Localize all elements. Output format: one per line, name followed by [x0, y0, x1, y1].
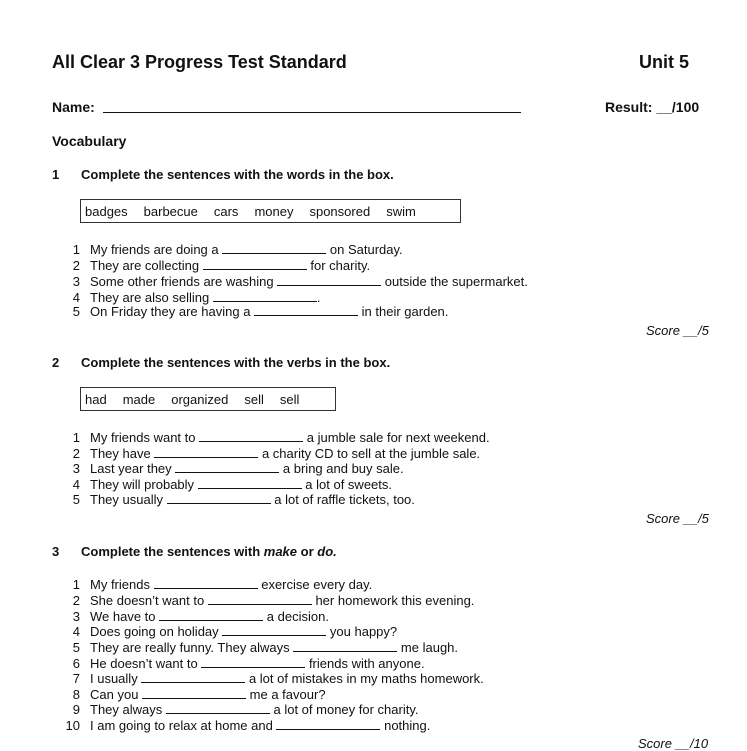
list-item: 3 Some other friends are washing outside the supermarket. [72, 274, 528, 289]
box-word: barbecue [143, 203, 198, 219]
answer-blank[interactable] [222, 623, 326, 636]
list-item: 4 They will probably a lot of sweets. [72, 477, 393, 492]
answer-blank[interactable] [277, 273, 381, 286]
score-3: Score __/10 [638, 736, 709, 751]
list-item: 1 My friends exercise every day. [72, 577, 373, 592]
answer-blank[interactable] [208, 592, 312, 605]
exercise-2-instruction: Complete the sentences with the verbs in the box. [81, 355, 391, 370]
list-item: 1 My friends want to a jumble sale for next weekend. [72, 430, 490, 445]
list-item: 10 I am going to relax at home and nothing. [65, 718, 431, 733]
answer-blank[interactable] [293, 639, 397, 652]
answer-blank[interactable] [199, 429, 303, 442]
score-2: Score __/5 [646, 511, 709, 526]
answer-blank[interactable] [222, 241, 326, 254]
section-title: Vocabulary [52, 133, 127, 149]
box-word: had [85, 391, 107, 407]
list-item: 8 Can you me a favour? [72, 687, 326, 702]
answer-blank[interactable] [167, 491, 271, 504]
exercise-1-number: 1 [52, 167, 60, 182]
list-item: 3 Last year they a bring and buy sale. [72, 461, 404, 476]
answer-blank[interactable] [154, 445, 258, 458]
list-item: 2 They have a charity CD to sell at the jumble sale. [72, 446, 481, 461]
word-box-1 [80, 199, 461, 223]
box-word: sell [279, 391, 300, 407]
answer-blank[interactable] [159, 608, 263, 621]
list-item: 3 We have to a decision. [72, 609, 329, 624]
answer-blank[interactable] [166, 701, 270, 714]
test-title: All Clear 3 Progress Test Standard [52, 52, 347, 72]
box-word: money [254, 203, 294, 219]
answer-blank[interactable] [201, 655, 305, 668]
answer-blank[interactable] [203, 257, 307, 270]
exercise-2-number: 2 [52, 355, 60, 370]
exercise-3-number: 3 [52, 544, 60, 559]
box-word: sponsored [309, 203, 371, 219]
score-1: Score __/5 [646, 323, 709, 338]
answer-blank[interactable] [254, 303, 358, 316]
list-item: 7 I usually a lot of mistakes in my maths homework. [72, 671, 484, 686]
list-item: 5 They are really funny. They always me laugh. [72, 640, 459, 655]
word-box-2 [80, 387, 336, 411]
list-item: 4 Does going on holiday you happy? [72, 624, 398, 639]
unit-label: Unit 5 [639, 52, 690, 72]
box-word: swim [386, 203, 416, 219]
list-item: 5 On Friday they are having a in their garden. [72, 304, 449, 319]
answer-blank[interactable] [154, 576, 258, 589]
box-word: organized [171, 391, 229, 407]
answer-blank[interactable] [198, 476, 302, 489]
box-word: cars [213, 203, 239, 219]
answer-blank[interactable] [142, 686, 246, 699]
list-item: 6 He doesn’t want to friends with anyone. [72, 656, 425, 671]
box-word: badges [85, 203, 128, 219]
list-item: 5 They usually a lot of raffle tickets, too. [72, 492, 415, 507]
name-line[interactable] [103, 100, 521, 113]
name-label: Name: [52, 99, 95, 115]
exercise-1-instruction: Complete the sentences with the words in the box. [81, 167, 394, 182]
result-label: Result: __/100 [605, 99, 700, 115]
answer-blank[interactable] [213, 289, 317, 302]
answer-blank[interactable] [141, 670, 245, 683]
list-item: 9 They always a lot of money for charity. [72, 702, 419, 717]
list-item: 2 They are collecting for charity. [72, 258, 371, 273]
box-word: made [122, 391, 156, 407]
box-word: sell [244, 391, 264, 407]
list-item: 2 She doesn’t want to her homework this evening. [72, 593, 475, 608]
answer-blank[interactable] [175, 460, 279, 473]
list-item: 4 They are also selling . [72, 290, 321, 305]
answer-blank[interactable] [276, 717, 380, 730]
list-item: 1 My friends are doing a on Saturday. [72, 242, 403, 257]
exercise-3-instruction: Complete the sentences with make or do. [81, 544, 337, 559]
